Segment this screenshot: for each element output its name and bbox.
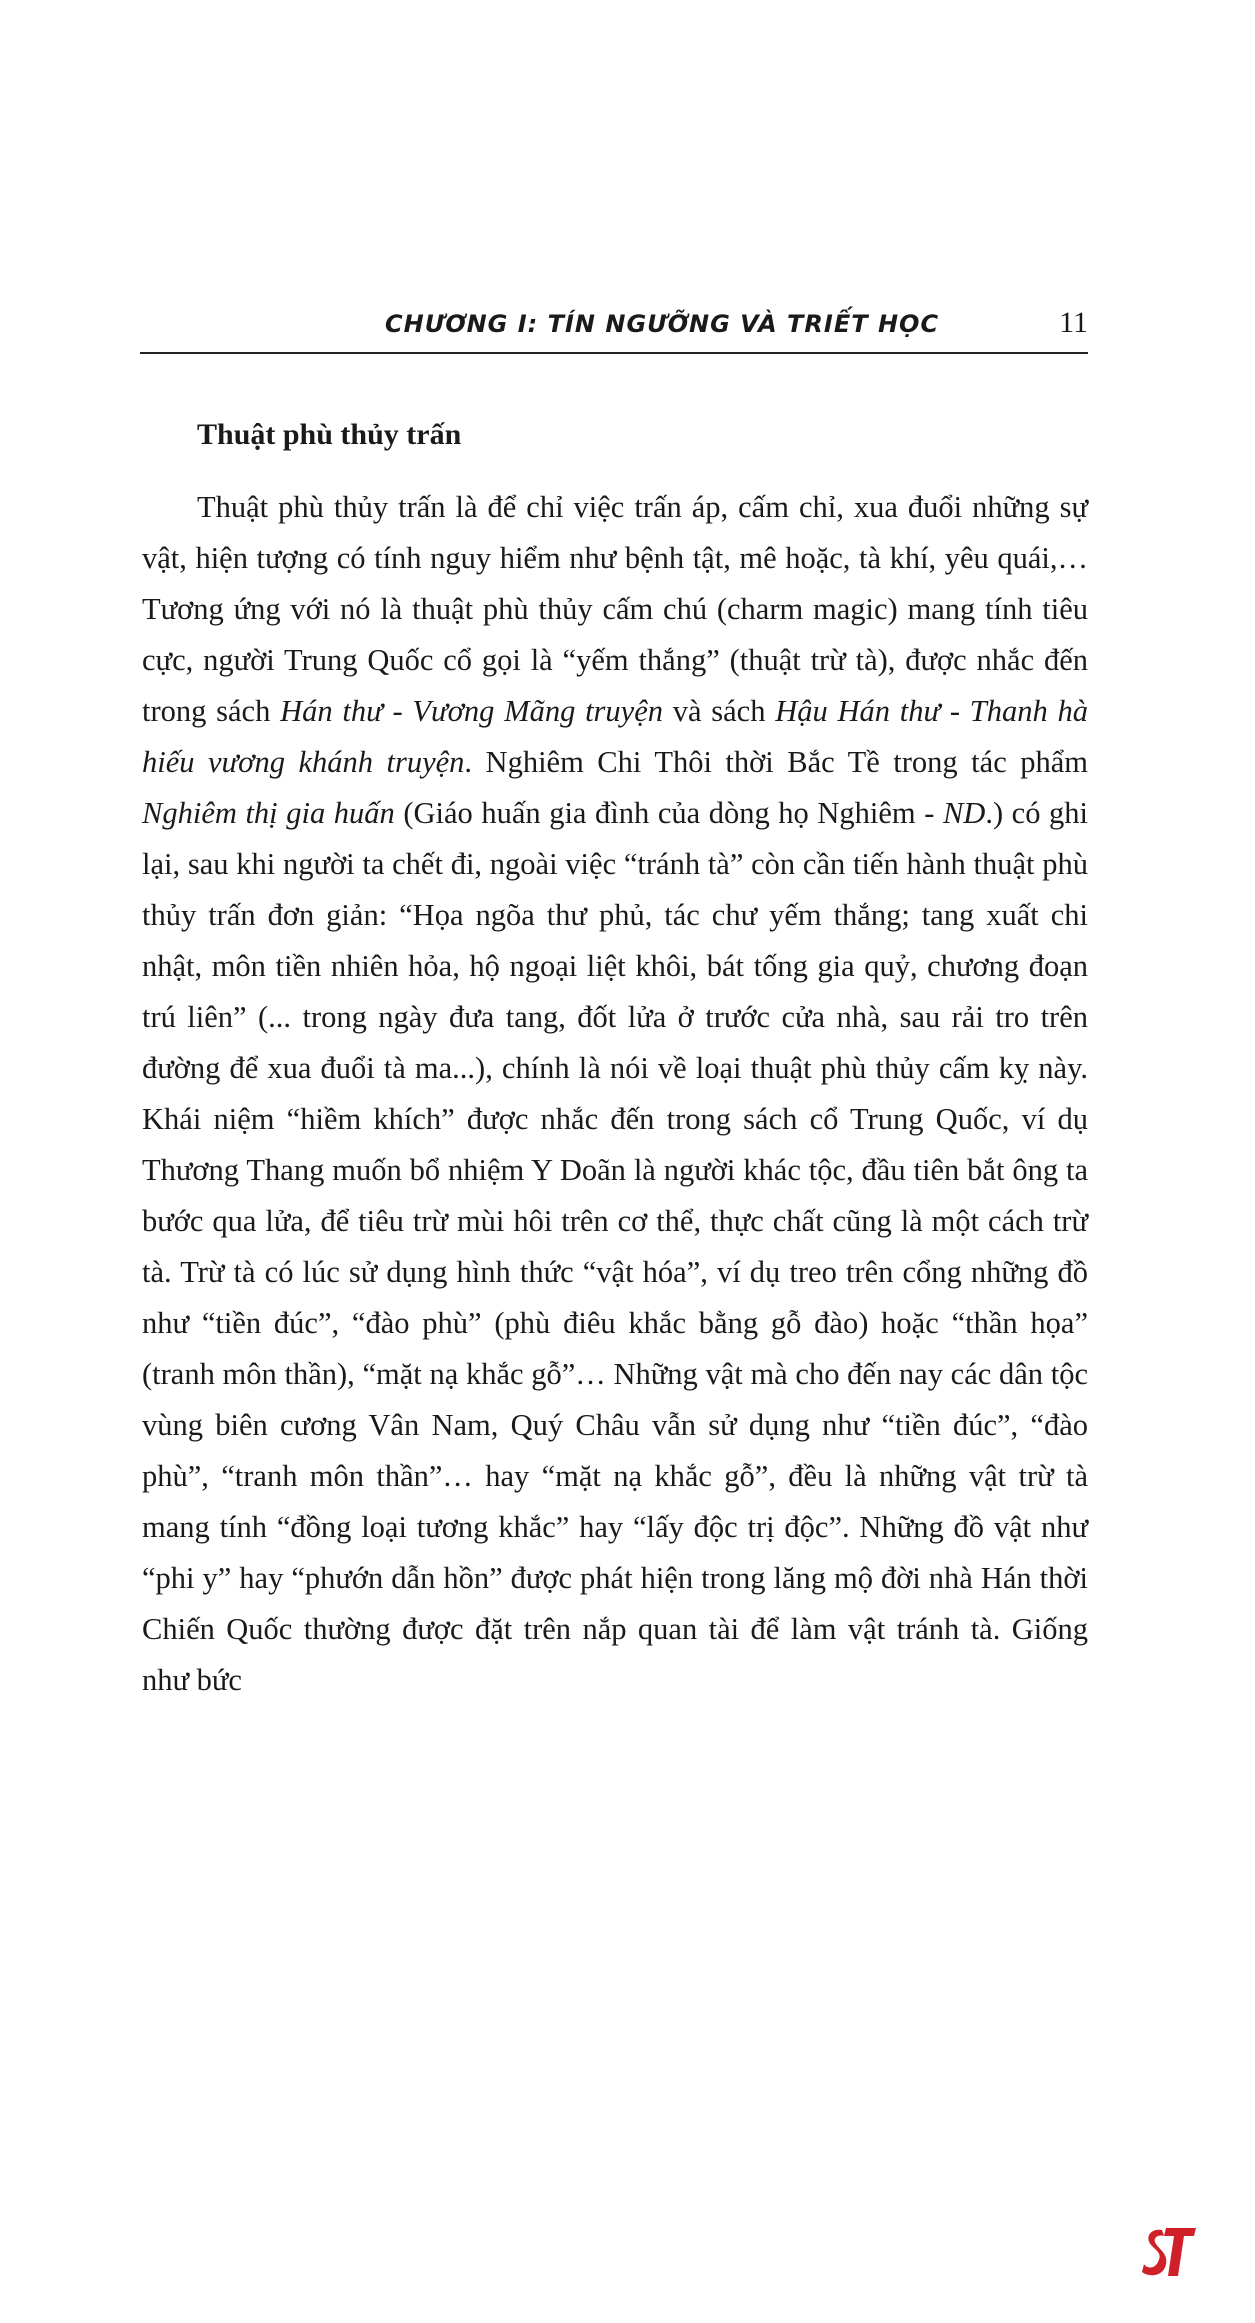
book-title-han-thu: Hán thư - Vương Mãng truyện: [280, 694, 663, 728]
page-number: 11: [1059, 306, 1088, 339]
running-header: [140, 302, 1088, 354]
text-run: .) có ghi lại, sau khi người ta chết đi, ngoài việc “tránh tà” còn cần tiến hành thuật phù thủy trấn đơn giản: “Họa ngõa thư phủ, tác chư yếm thắng; tang xuất chi nhật, môn tiền nhiên hỏa, hộ ngoại liệt khôi, bát tống gia quỷ, chương đoạn trú liên” (... trong ngày đưa tang, đốt lửa ở trước cửa nhà, sau rải tro trên đường để xua đuổi tà ma...), chính là nói về loại thuật phù thủy cấm kỵ này. Khái niệm “hiềm khích” được nhắc đến trong sách cổ Trung Quốc, ví dụ Thương Thang muốn bổ nhiệm Y Doãn là người khác tộc, đầu tiên bắt ông ta bước qua lửa, để tiêu trừ mùi hôi trên cơ thể, thực chất cũng là một cách trừ tà. Trừ tà có lúc sử dụng hình thức “vật hóa”, ví dụ treo trên cổng những đồ như “tiền đúc”, “đào phù” (phù điêu khắc bằng gỗ đào) hoặc “thần họa” (tranh môn thần), “mặt nạ khắc gỗ”… Những vật mà cho đến nay các dân tộc vùng biên cương Vân Nam, Quý Châu vẫn sử dụng như “tiền đúc”, “đào phù”, “tranh môn thần”… hay “mặt nạ khắc gỗ”, đều là những vật trừ tà mang tính “đồng loại tương khắc” hay “lấy độc trị độc”. Những đồ vật như “phi y” hay “phướn dẫn hồn” được phát hiện trong lăng mộ đời nhà Hán thời Chiến Quốc thường được đặt trên nắp quan tài để làm vật tránh tà. Giống như bức: [142, 796, 1088, 1697]
text-run: và sách: [662, 694, 776, 728]
text-run: Thuật phù thủy trấn là để chỉ việc trấn áp, cấm chỉ, xua đuổi những sự vật, hiện tượng có tính nguy hiểm như bệnh tật, mê hoặc, tà khí, yêu quái,… Tương ứng với nó là thuật phù thủy cấm chú (charm magic) mang tính tiêu cực, người Trung Quốc cổ gọi là “yếm thắng” (thuật trừ tà), được nhắc đến trong sách: [142, 490, 1088, 728]
book-title-hau-han-thu: Hậu Hán thư - Thanh hà hiếu vương khánh truyện: [142, 694, 1088, 779]
body-paragraph: [142, 482, 1088, 1706]
chapter-title: CHƯƠNG I: TÍN NGƯỠNG VÀ TRIẾT HỌC: [385, 310, 940, 338]
translator-note-abbr: ND: [942, 796, 986, 830]
publisher-logo-icon: [1138, 2222, 1198, 2282]
page-content: [142, 410, 1088, 1706]
section-heading: Thuật phù thủy trấn: [197, 418, 462, 451]
text-run: (Giáo huấn gia đình của dòng họ Nghiêm -: [394, 796, 943, 830]
text-run: . Nghiêm Chi Thôi thời Bắc Tề trong tác phẩm: [464, 745, 1088, 779]
book-title-nghiem-thi-gia-huan: Nghiêm thị gia huấn: [142, 796, 395, 830]
